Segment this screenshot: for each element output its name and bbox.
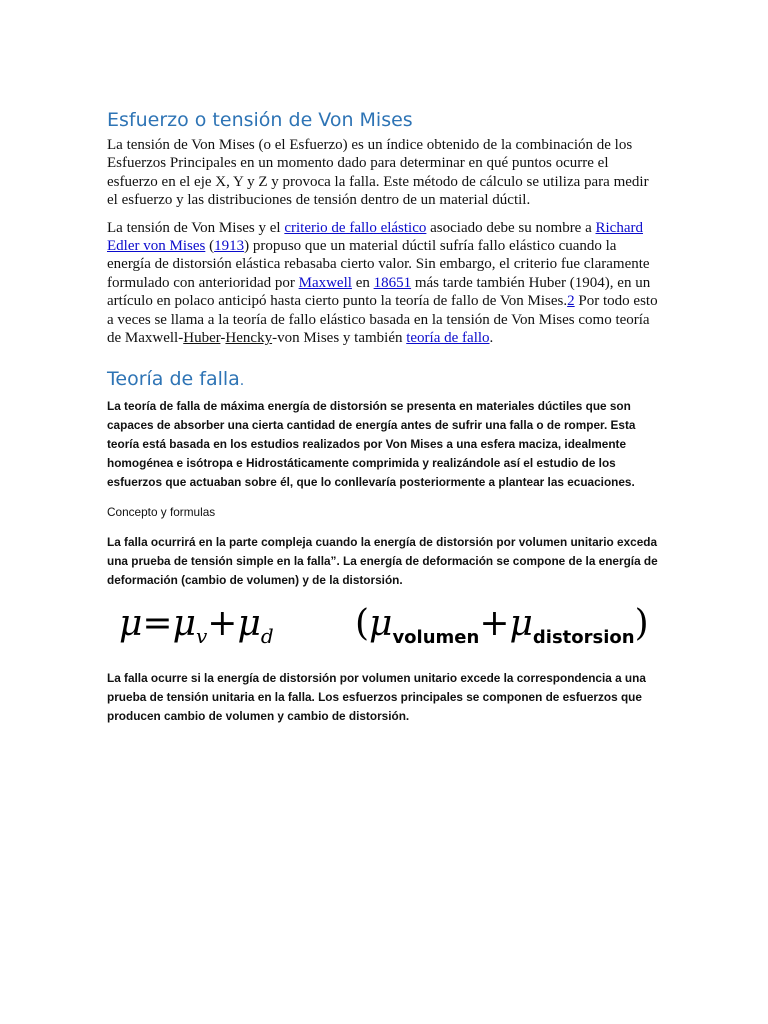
formula-mu-sum: $\mu=\mu_v+\mu_d$ <box>119 603 274 649</box>
underlined-hencky: Hencky <box>225 330 273 347</box>
section-title-von-mises: Esfuerzo o tensión de Von Mises <box>107 109 413 131</box>
link-criterio-fallo-elastico[interactable]: criterio de fallo elástico <box>284 219 427 236</box>
link-teoria-de-fallo[interactable]: teoría de fallo <box>406 330 490 347</box>
link-18651[interactable]: 18651 <box>373 274 412 291</box>
paragraph-teoria-falla: La teoría de falla de máxima energía de distorsión se presenta en materiales dúctiles que son capaces de absorber una cierta cantidad de energía antes de sufrir una falla o de romper. Esta teoría está basada en los estudios realizados por Von Mises a una esfera maciza, idealmente homogénea e isótropa e Hidrostáticamente comprimida y realizándole así el estudio de los esfuerzos que actuaban sobre él, que lo conllevaría posteriormente a plantear las ecuaciones. <box>107 399 636 490</box>
link-richard-edler-von-mises[interactable]: Richard Edler von Mises <box>107 219 643 255</box>
paragraph-falla-ocurre: La falla ocurre si la energía de distorsión por volumen unitario excede la correspondencia a una prueba de tensión unitaria en la falla. Los esfuerzos principales se componen de esfuerzos que producen cambio de volumen y cambio de distorsión. <box>107 671 646 724</box>
paragraph-von-mises-history: La tensión de Von Mises y el criterio de fallo elástico asociado debe su nombre a Richard Edler von Mises (1913) propuso que un material dúctil sufría fallo elástico cuando la energía de distorsión elástica rebasaba cierto valor. Sin embargo, el criterio fue claramente formulado con anterioridad por Maxwell en 18651 más tarde también Huber (1904), en un artículo en polaco anticipó hasta cierto punto la teoría de fallo de Von Mises.2 Por todo esto a veces se llama a la teoría de fallo elástico basada en la tensión de Von Mises como teoría de Maxwell-Huber-Hencky-von Mises y también teoría de fallo. <box>107 219 658 347</box>
paragraph-falla-ocurrira: La falla ocurrirá en la parte compleja cuando la energía de distorsión por volumen unitario exceda una prueba de tensión simple en la falla”. La energía de deformación se compone de la energía de deformación (cambio de volumen) y de la distorsión. <box>107 535 658 588</box>
paragraph-von-mises-intro: La tensión de Von Mises (o el Esfuerzo) es un índice obtenido de la combinación de los Esfuerzos Principales en un momento dado para determinar en qué puntos ocurre el esfuerzo en el eje X, Y y Z y provoca la falla. Este método de cálculo se utiliza para medir el esfuerzo y las distribuciones de tensión dentro de un material dúctil. <box>107 137 649 209</box>
concept-heading: Concepto y formulas <box>107 505 216 520</box>
energy-formula <box>107 601 659 661</box>
underlined-huber: Huber <box>183 330 221 347</box>
section-title-teoria-de-falla: Teoría de falla. <box>107 368 245 391</box>
link-maxwell[interactable]: Maxwell <box>298 274 352 291</box>
formula-mu-expanded: $(\mu_{volumen}+\mu_{distorsion})$ <box>355 603 649 649</box>
link-1913[interactable]: 1913 <box>214 238 245 255</box>
link-reference-2[interactable]: 2 <box>567 293 575 310</box>
document-page <box>107 108 659 737</box>
